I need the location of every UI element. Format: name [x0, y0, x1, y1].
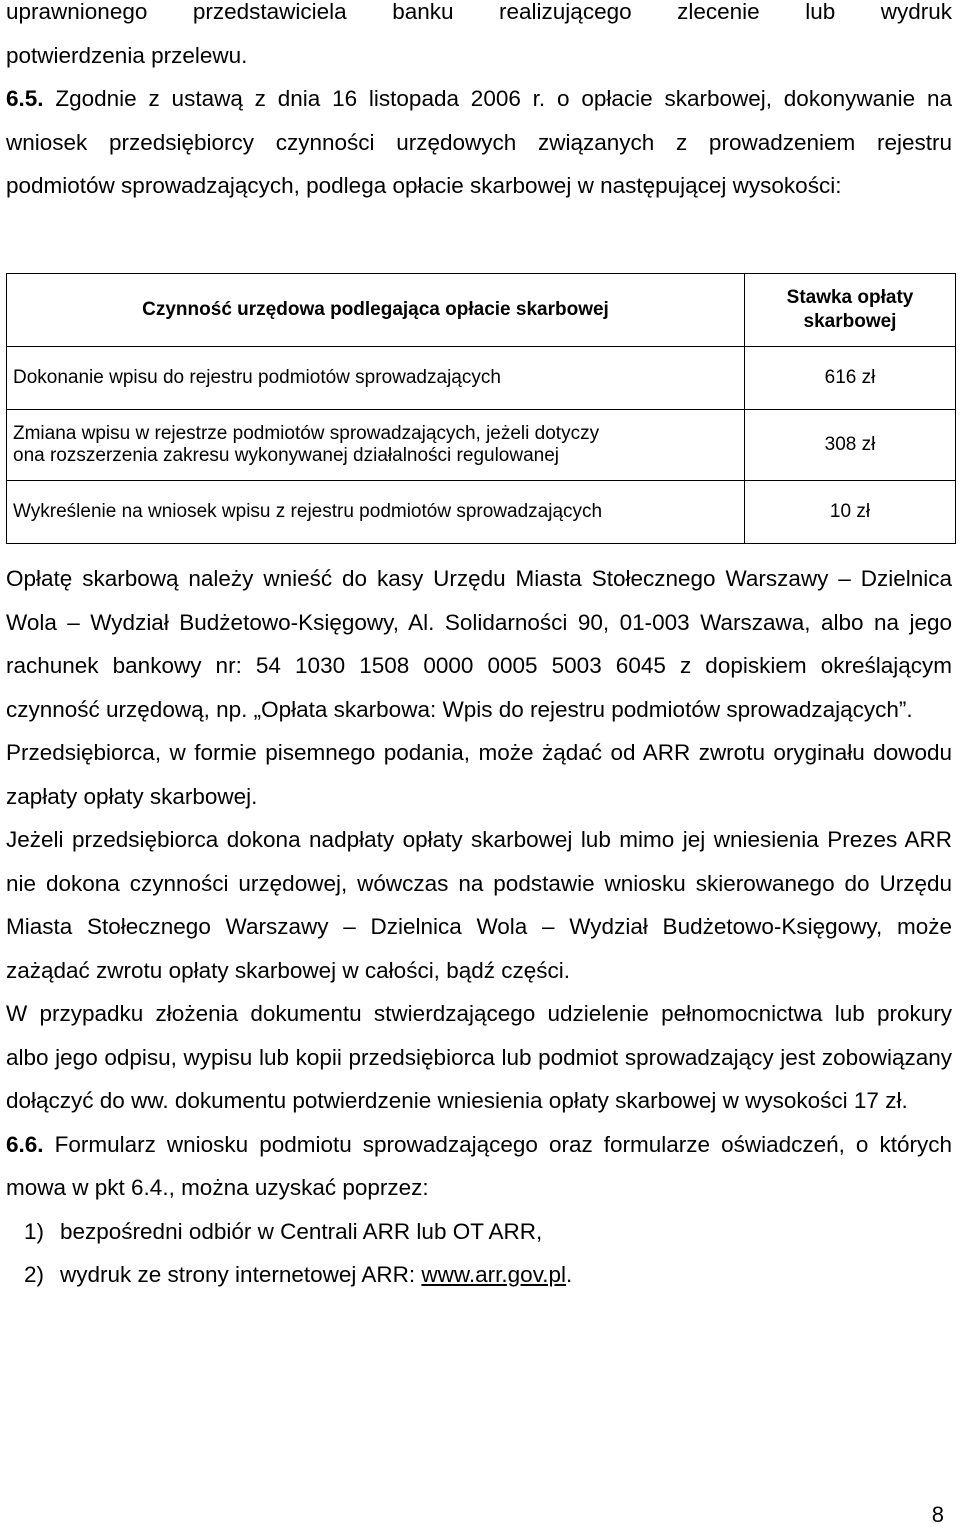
section-6-5: [6, 77, 952, 208]
table-row: [7, 410, 956, 481]
section-6-6: [6, 1123, 952, 1210]
intro-line-2: potwierdzenia przelewu.: [6, 42, 248, 68]
page-number: 8: [931, 1502, 944, 1527]
section-text: Zgodnie z ustawą z dnia 16 listopada 2006 r. o opłacie skarbowej, dokonywanie na wniosek przedsiębiorcy czynności urzędowych związanych z prowadzeniem rejestru podmiotów sprowadzających, podlega opłacie skarbowej w następującej wysokości:: [6, 86, 952, 198]
header-rate: Stawka opłaty skarbowej: [745, 274, 956, 347]
section-number: 6.5.: [6, 86, 44, 111]
paragraph-power-of-attorney: W przypadku złożenia dokumentu stwierdzającego udzielenie pełnomocnictwa lub prokury albo jego odpisu, wypisu lub kopii przedsiębiorca lub podmiot sprowadzający jest zobowiązany dołączyć do ww. dokumentu potwierdzenie wniesienia opłaty skarbowej w wysokości 17 zł.: [6, 1001, 952, 1113]
header-action: Czynność urzędowa podlegająca opłacie skarbowej: [7, 274, 745, 347]
list-item: 1) bezpośredni odbiór w Centrali ARR lub OT ARR,: [24, 1218, 543, 1244]
paragraph-payment: Opłatę skarbową należy wnieść do kasy Urzędu Miasta Stołecznego Warszawy – Dzielnica Wola – Wydział Budżetowo-Księgowy, Al. Solidarności 90, 01-003 Warszawa, albo na jego rachunek bankowy nr: 54 1030 1508 0000 0005 5003 6045 z dopiskiem określającym czynność urzędową, np. „Opłata skarbowa: Wpis do rejestru podmiotów sprowadzających”.: [6, 566, 952, 722]
table-row: [7, 481, 956, 544]
body-block: [6, 557, 952, 1297]
section-text: Formularz wniosku podmiotu sprowadzającego oraz formularze oświadczeń, o których mowa w pkt 6.4., można uzyskać poprzez:: [6, 1131, 952, 1200]
list-item: 2) wydruk ze strony internetowej ARR: www.arr.gov.pl.: [24, 1262, 573, 1287]
intro-line-1: uprawnionego przedstawiciela banku realizującego zlecenie lub wydruk: [6, 0, 952, 24]
row-rate: 308 zł: [745, 410, 956, 481]
row-rate: 10 zł: [745, 481, 956, 544]
fee-table: [6, 273, 956, 544]
row-rate: 616 zł: [745, 347, 956, 410]
row-action: Zmiana wpisu w rejestrze podmiotów sprowadzających, jeżeli dotyczy ona rozszerzenia zakresu wykonywanej działalności regulowanej: [7, 410, 745, 481]
paragraph-refund-original: Przedsiębiorca, w formie pisemnego podania, może żądać od ARR zwrotu oryginału dowodu zapłaty opłaty skarbowej.: [6, 740, 952, 809]
section-number: 6.6.: [6, 1131, 44, 1157]
paragraph-overpayment: Jeżeli przedsiębiorca dokona nadpłaty opłaty skarbowej lub mimo jej wniesienia Prezes ARR nie dokona czynności urzędowej, wówczas na podstawie wniosku skierowanego do Urzędu Miasta Stołecznego Warszawy – Dzielnica Wola – Wydział Budżetowo-Księgowy, może zażądać zwrotu opłaty skarbowej w całości, bądź części.: [6, 827, 952, 983]
row-action: Wykreślenie na wniosek wpisu z rejestru podmiotów sprowadzających: [7, 481, 745, 544]
table-header-row: [7, 274, 956, 347]
intro-block: [6, 0, 952, 208]
arr-website-link[interactable]: www.arr.gov.pl: [421, 1262, 567, 1287]
table-row: [7, 347, 956, 410]
row-action: Dokonanie wpisu do rejestru podmiotów sprowadzających: [7, 347, 745, 410]
